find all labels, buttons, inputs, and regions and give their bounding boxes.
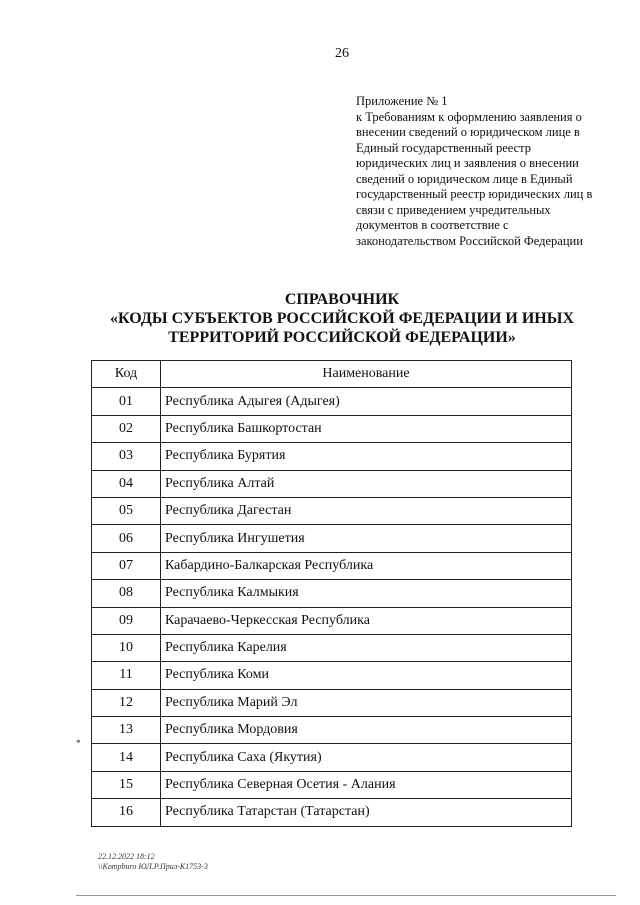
- region-name: Республика Калмыкия: [161, 580, 572, 607]
- margin-mark: *: [76, 738, 81, 748]
- region-code: 11: [92, 662, 161, 689]
- region-name: Республика Адыгея (Адыгея): [161, 388, 572, 415]
- region-code: 10: [92, 634, 161, 661]
- region-code: 15: [92, 771, 161, 798]
- page-number: 26: [335, 46, 349, 61]
- table-row: [92, 525, 572, 552]
- appendix-note: [356, 94, 606, 249]
- region-code: 14: [92, 744, 161, 771]
- title-line-3: ТЕРРИТОРИЙ РОССИЙСКОЙ ФЕДЕРАЦИИ»: [168, 329, 516, 346]
- region-code: 04: [92, 470, 161, 497]
- table-row: [92, 634, 572, 661]
- table-row: [92, 552, 572, 579]
- table-row: [92, 388, 572, 415]
- region-name: Республика Бурятия: [161, 443, 572, 470]
- region-name: Республика Дагестан: [161, 497, 572, 524]
- title-line-2: «КОДЫ СУБЪЕКТОВ РОССИЙСКОЙ ФЕДЕРАЦИИ И ИНЫХ: [110, 310, 574, 327]
- region-name: Республика Саха (Якутия): [161, 744, 572, 771]
- table-row: [92, 662, 572, 689]
- title-line-1: СПРАВОЧНИК: [284, 291, 400, 308]
- region-code: 09: [92, 607, 161, 634]
- region-name: Республика Коми: [161, 662, 572, 689]
- region-code: 02: [92, 415, 161, 442]
- region-code: 16: [92, 799, 161, 826]
- region-code: 01: [92, 388, 161, 415]
- footer-stamp: [98, 852, 208, 872]
- table-row: [92, 443, 572, 470]
- appendix-heading: Приложение № 1: [356, 94, 448, 108]
- table-row: [92, 607, 572, 634]
- table-header-row: [92, 361, 572, 388]
- region-codes-table: [91, 360, 572, 827]
- table-body: [92, 388, 572, 826]
- table-row: [92, 470, 572, 497]
- table-row: [92, 717, 572, 744]
- region-code: 12: [92, 689, 161, 716]
- region-name: Республика Ингушетия: [161, 525, 572, 552]
- region-name: Республика Татарстан (Татарстан): [161, 799, 572, 826]
- table-row: [92, 799, 572, 826]
- region-name: Республика Башкортостан: [161, 415, 572, 442]
- region-code: 07: [92, 552, 161, 579]
- footer-file-path: \\Kompburo ЮЛ.Р.Прил-К1753-3: [98, 862, 208, 871]
- table-row: [92, 415, 572, 442]
- region-name: Республика Северная Осетия - Алания: [161, 771, 572, 798]
- region-code: 03: [92, 443, 161, 470]
- region-code: 13: [92, 717, 161, 744]
- table-row: [92, 497, 572, 524]
- table-row: [92, 689, 572, 716]
- region-code: 05: [92, 497, 161, 524]
- scan-edge-line: [76, 895, 616, 896]
- table-row: [92, 771, 572, 798]
- region-name: Республика Марий Эл: [161, 689, 572, 716]
- appendix-text: к Требованиям к оформлению заявления о внесении сведений о юридическом лице в Единый государственный реестр юридических лиц и заявления о внесении сведений о юридическом лице в Единый государственный реестр юридических лиц в связи с приведением учредительных документов в соответствие с законодательством Российской Федерации: [356, 109, 593, 248]
- document-title: [82, 290, 602, 347]
- region-name: Кабардино-Балкарская Республика: [161, 552, 572, 579]
- region-code: 06: [92, 525, 161, 552]
- region-name: Карачаево-Черкесская Республика: [161, 607, 572, 634]
- table-row: [92, 744, 572, 771]
- footer-timestamp: 22.12.2022 18:12: [98, 852, 155, 861]
- header-code: Код: [92, 361, 161, 388]
- table-row: [92, 580, 572, 607]
- region-name: Республика Карелия: [161, 634, 572, 661]
- region-name: Республика Алтай: [161, 470, 572, 497]
- region-name: Республика Мордовия: [161, 717, 572, 744]
- region-code: 08: [92, 580, 161, 607]
- header-name: Наименование: [161, 361, 572, 388]
